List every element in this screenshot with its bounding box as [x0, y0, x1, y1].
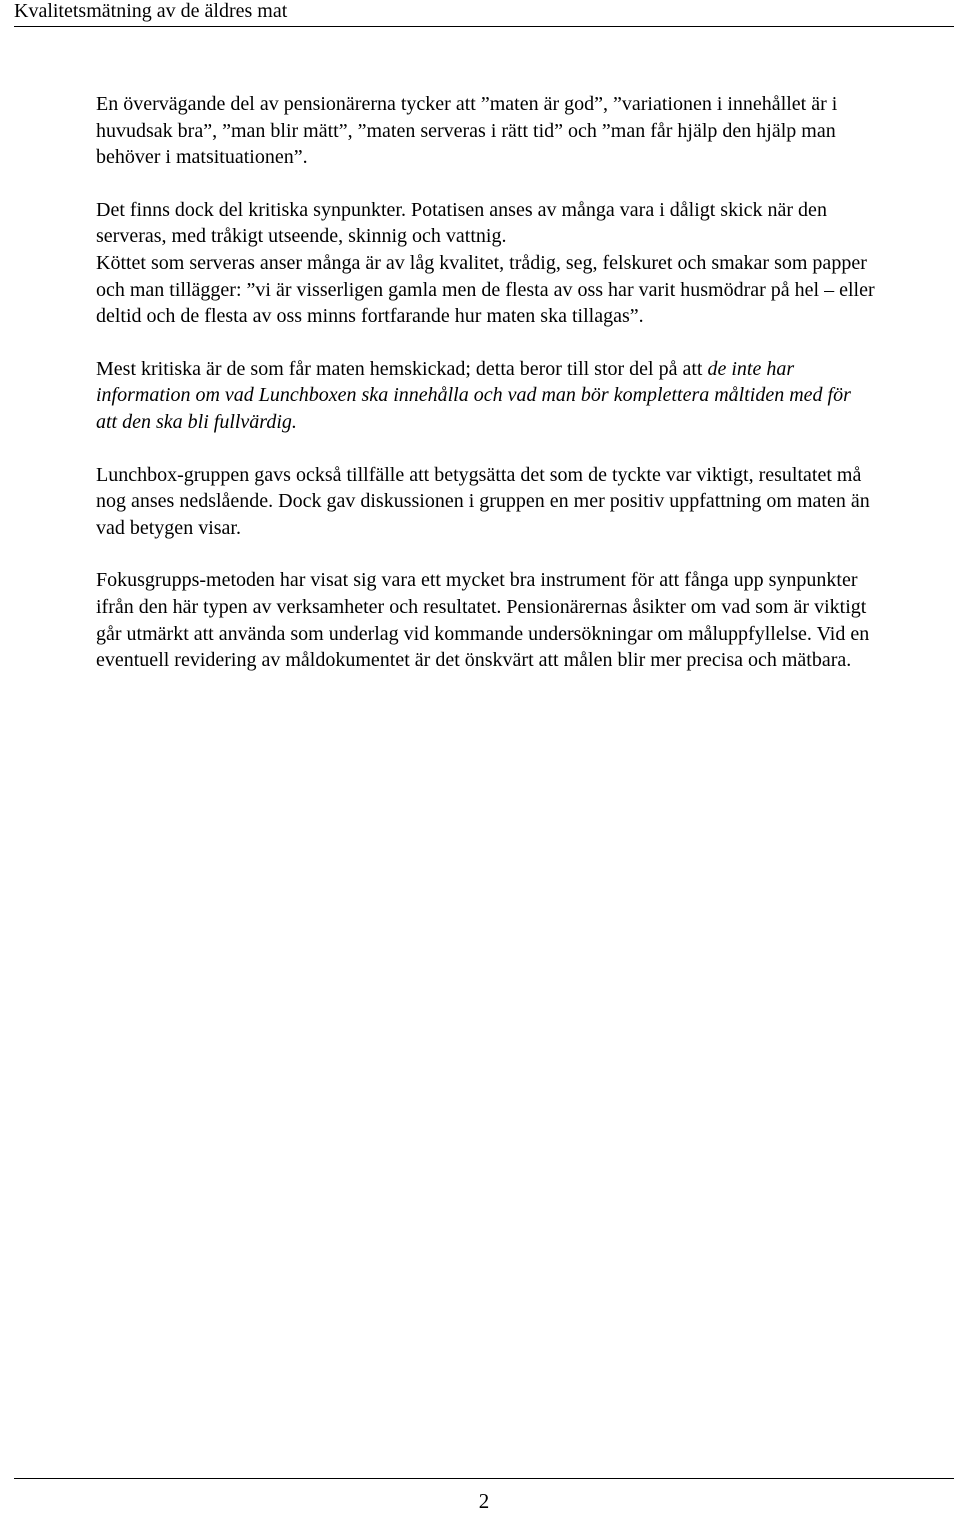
paragraph-text: Det finns dock del kritiska synpunkter. Potatisen anses av många vara i dåligt skick när den serveras, med tråkigt utseende, skinnig och vattnig. [96, 198, 827, 248]
paragraph-home-delivery [96, 356, 876, 436]
paragraph-opinions [96, 91, 876, 171]
page-header [14, 0, 954, 27]
paragraph-potatoes [96, 197, 876, 250]
paragraph-emphasis-text: de inte har information om vad Lunchboxen ska innehålla och vad man bör komplettera måltiden med för att den ska bli fullvärdig. [96, 357, 851, 433]
paragraph-lead-text: Mest kritiska är de som får maten hemskickad; detta beror till stor del på att [96, 357, 708, 380]
paragraph-text: Köttet som serveras anser många är av låg kvalitet, trådig, seg, felskuret och smakar som papper och man tillägger: ”vi är visserligen gamla men de flesta av oss har varit husmödrar på hel – eller deltid och de flesta av oss minns fortfarande hur maten ska tillagas”. [96, 251, 875, 328]
paragraph-lunchbox-group [96, 462, 876, 542]
document-body [96, 91, 876, 700]
paragraph-focus-group-method [96, 567, 876, 673]
paragraph-meat [96, 250, 876, 330]
paragraph-text: Lunchbox-gruppen gavs också tillfälle att betygsätta det som de tyckte var viktigt, resultatet må nog anses nedslående. Dock gav diskussionen i gruppen en mer positiv uppfattning om maten än vad betygen visar. [96, 463, 870, 539]
paragraph-text: Fokusgrupps-metoden har visat sig vara ett mycket bra instrument för att fånga upp synpunkter ifrån den här typen av verksamheter och resultatet. Pensionärernas åsikter om vad som är viktigt går utmärkt att använda som underlag vid kommande undersökningar om måluppfyllelse. Vid en eventuell revidering av måldokumentet är det önskvärt att målen blir mer precisa och mätbara. [96, 569, 870, 672]
paragraph-text [96, 356, 876, 436]
page-footer [14, 1478, 954, 1511]
page-number: 2 [478, 1489, 490, 1513]
running-header-title: Kvalitetsmätning av de äldres mat [14, 0, 288, 22]
paragraph-text: En övervägande del av pensionärerna tycker att ”maten är god”, ”variationen i innehållet är i huvudsak bra”, ”man blir mätt”, ”maten serveras i rätt tid” och ”man får hjälp den hjälp man behöver i matsituationen”. [96, 93, 838, 169]
